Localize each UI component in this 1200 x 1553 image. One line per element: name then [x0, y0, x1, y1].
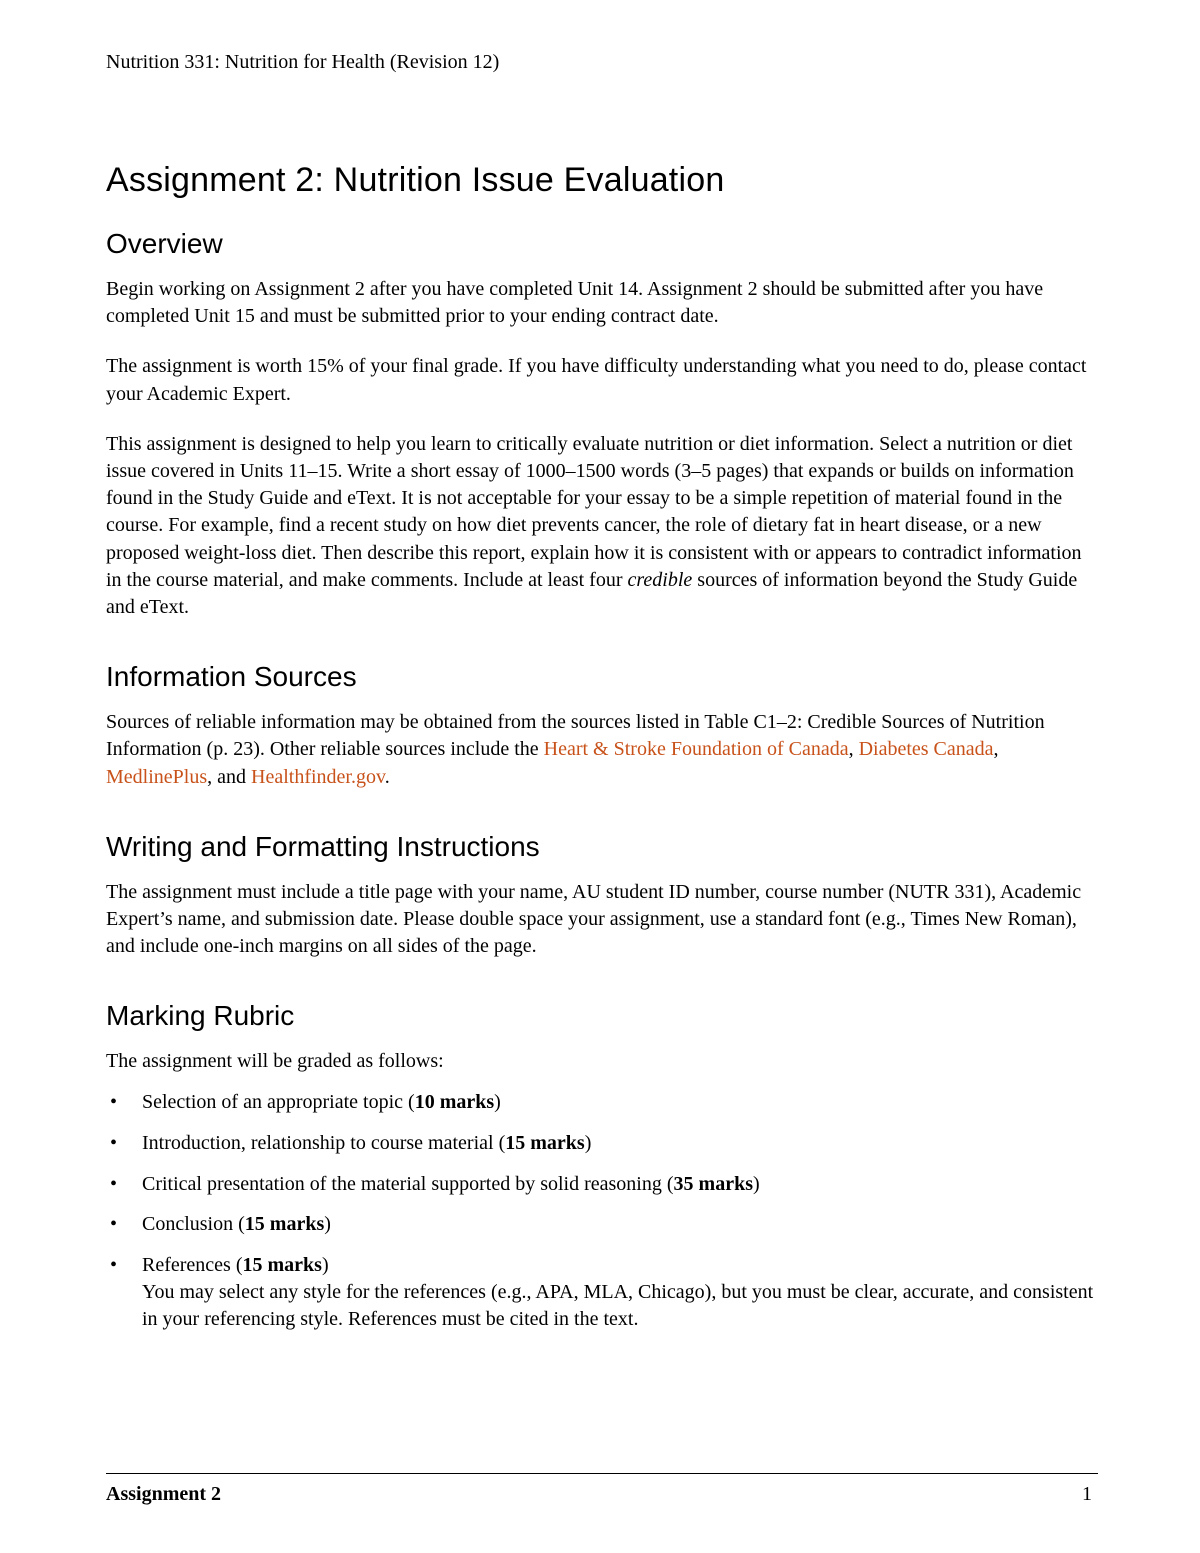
information-sources-heading: Information Sources — [106, 661, 357, 693]
rubric-item-close: ) — [321, 1253, 329, 1276]
bullet-icon: • — [110, 1253, 118, 1276]
rubric-item-label: Introduction, relationship to course material ( — [142, 1131, 506, 1154]
overview-heading: Overview — [106, 228, 223, 259]
bullet-icon: • — [110, 1091, 118, 1114]
sources-text: Sources of reliable information may be obtained from the sources listed in Table C1–2: Credible Sources of Nutrition Information (p. 23). Other reliable sources include the — [106, 711, 1045, 761]
information-sources-paragraph — [106, 709, 1096, 791]
heart-stroke-link[interactable]: Heart & Stroke Foundation of Canada — [543, 738, 849, 761]
document-page — [106, 0, 1098, 1553]
overview-paragraph-3 — [106, 431, 1096, 621]
page-title: Assignment 2: Nutrition Issue Evaluation — [106, 161, 725, 199]
rubric-item-marks: 35 marks — [673, 1172, 753, 1195]
credible-emphasis: credible — [627, 568, 693, 591]
rubric-item-label: Critical presentation of the material supported by solid reasoning ( — [142, 1172, 674, 1195]
information-sources-section — [106, 659, 1096, 791]
rubric-item-marks: 15 marks — [244, 1213, 325, 1236]
overview-p3-text: This assignment is designed to help you learn to critically evaluate nutrition or diet information. Select a nutrition or diet issue covered in Units 11–15. Write a short essay of 1000–1500 words (3–5 pages) that expands or builds on information found in the Study Guide and eText. It is not acceptable for your essay to be a simple repetition of material found in the course. For example, find a recent study on how diet prevents cancer, the role of dietary fat in heart disease, or a new proposed weight-loss diet. Then describe this report, explain how it is consistent with or appears to contradict information in the course material, and make comments. Include at least four — [106, 432, 1082, 591]
rubric-item-marks: 10 marks — [414, 1091, 495, 1114]
document-body — [106, 226, 1096, 1347]
rubric-item — [106, 1211, 1096, 1238]
overview-paragraph-1: Begin working on Assignment 2 after you have completed Unit 14. Assignment 2 should be submitted after you have completed Unit 15 and must be submitted prior to your ending contract date. — [106, 278, 1044, 328]
overview-p3-text-end: sources of information beyond the Study Guide and eText. — [106, 568, 1078, 619]
healthfinder-link[interactable]: Healthfinder.gov — [251, 765, 385, 788]
sources-separator: , and — [207, 765, 252, 788]
rubric-item — [106, 1171, 1096, 1198]
rubric-list — [106, 1089, 1096, 1333]
sources-separator: , — [848, 738, 859, 761]
rubric-item — [106, 1252, 1096, 1334]
rubric-item-label: Selection of an appropriate topic ( — [142, 1091, 415, 1114]
rubric-item-marks: 15 marks — [242, 1253, 322, 1276]
formatting-paragraph: The assignment must include a title page with your name, AU student ID number, course number (NUTR 331), Academic Expert’s name, and submission date. Please double space your assignment, use a standard font (e.g., Times New Roman), and include one-inch margins on all sides of the page. — [106, 880, 1082, 958]
bullet-icon: • — [110, 1213, 118, 1236]
marking-rubric-section — [106, 998, 1096, 1333]
page-number: 1 — [1082, 1483, 1092, 1505]
overview-paragraph-2: The assignment is worth 15% of your final grade. If you have difficulty understanding what you need to do, please contact your Academic Expert. — [106, 355, 1087, 405]
rubric-item — [106, 1089, 1096, 1116]
formatting-section — [106, 829, 1096, 961]
formatting-heading: Writing and Formatting Instructions — [106, 830, 540, 862]
marking-rubric-heading: Marking Rubric — [106, 1000, 295, 1032]
rubric-item-close: ) — [324, 1213, 331, 1236]
overview-section — [106, 226, 1096, 621]
rubric-item-marks: 15 marks — [505, 1131, 585, 1154]
bullet-icon: • — [110, 1172, 118, 1195]
sources-end: . — [384, 765, 390, 788]
bullet-icon: • — [110, 1131, 118, 1154]
running-header: Nutrition 331: Nutrition for Health (Revision 12) — [106, 51, 500, 73]
rubric-item-label: Conclusion ( — [142, 1213, 245, 1236]
sources-separator: , — [993, 738, 999, 761]
diabetes-canada-link[interactable]: Diabetes Canada — [858, 738, 994, 761]
rubric-item-close: ) — [584, 1131, 592, 1154]
rubric-item-close: ) — [752, 1172, 760, 1195]
footer-divider — [106, 1473, 1098, 1474]
rubric-item — [106, 1130, 1096, 1157]
footer-label: Assignment 2 — [106, 1483, 222, 1505]
references-note: You may select any style for the references (e.g., APA, MLA, Chicago), but you must be clear, accurate, and consistent in your referencing style. References must be cited in the text. — [142, 1281, 1094, 1331]
rubric-item-close: ) — [494, 1091, 501, 1114]
rubric-item-label: References ( — [142, 1253, 243, 1276]
medlineplus-link[interactable]: MedlinePlus — [106, 765, 208, 788]
rubric-intro: The assignment will be graded as follows: — [106, 1050, 444, 1073]
